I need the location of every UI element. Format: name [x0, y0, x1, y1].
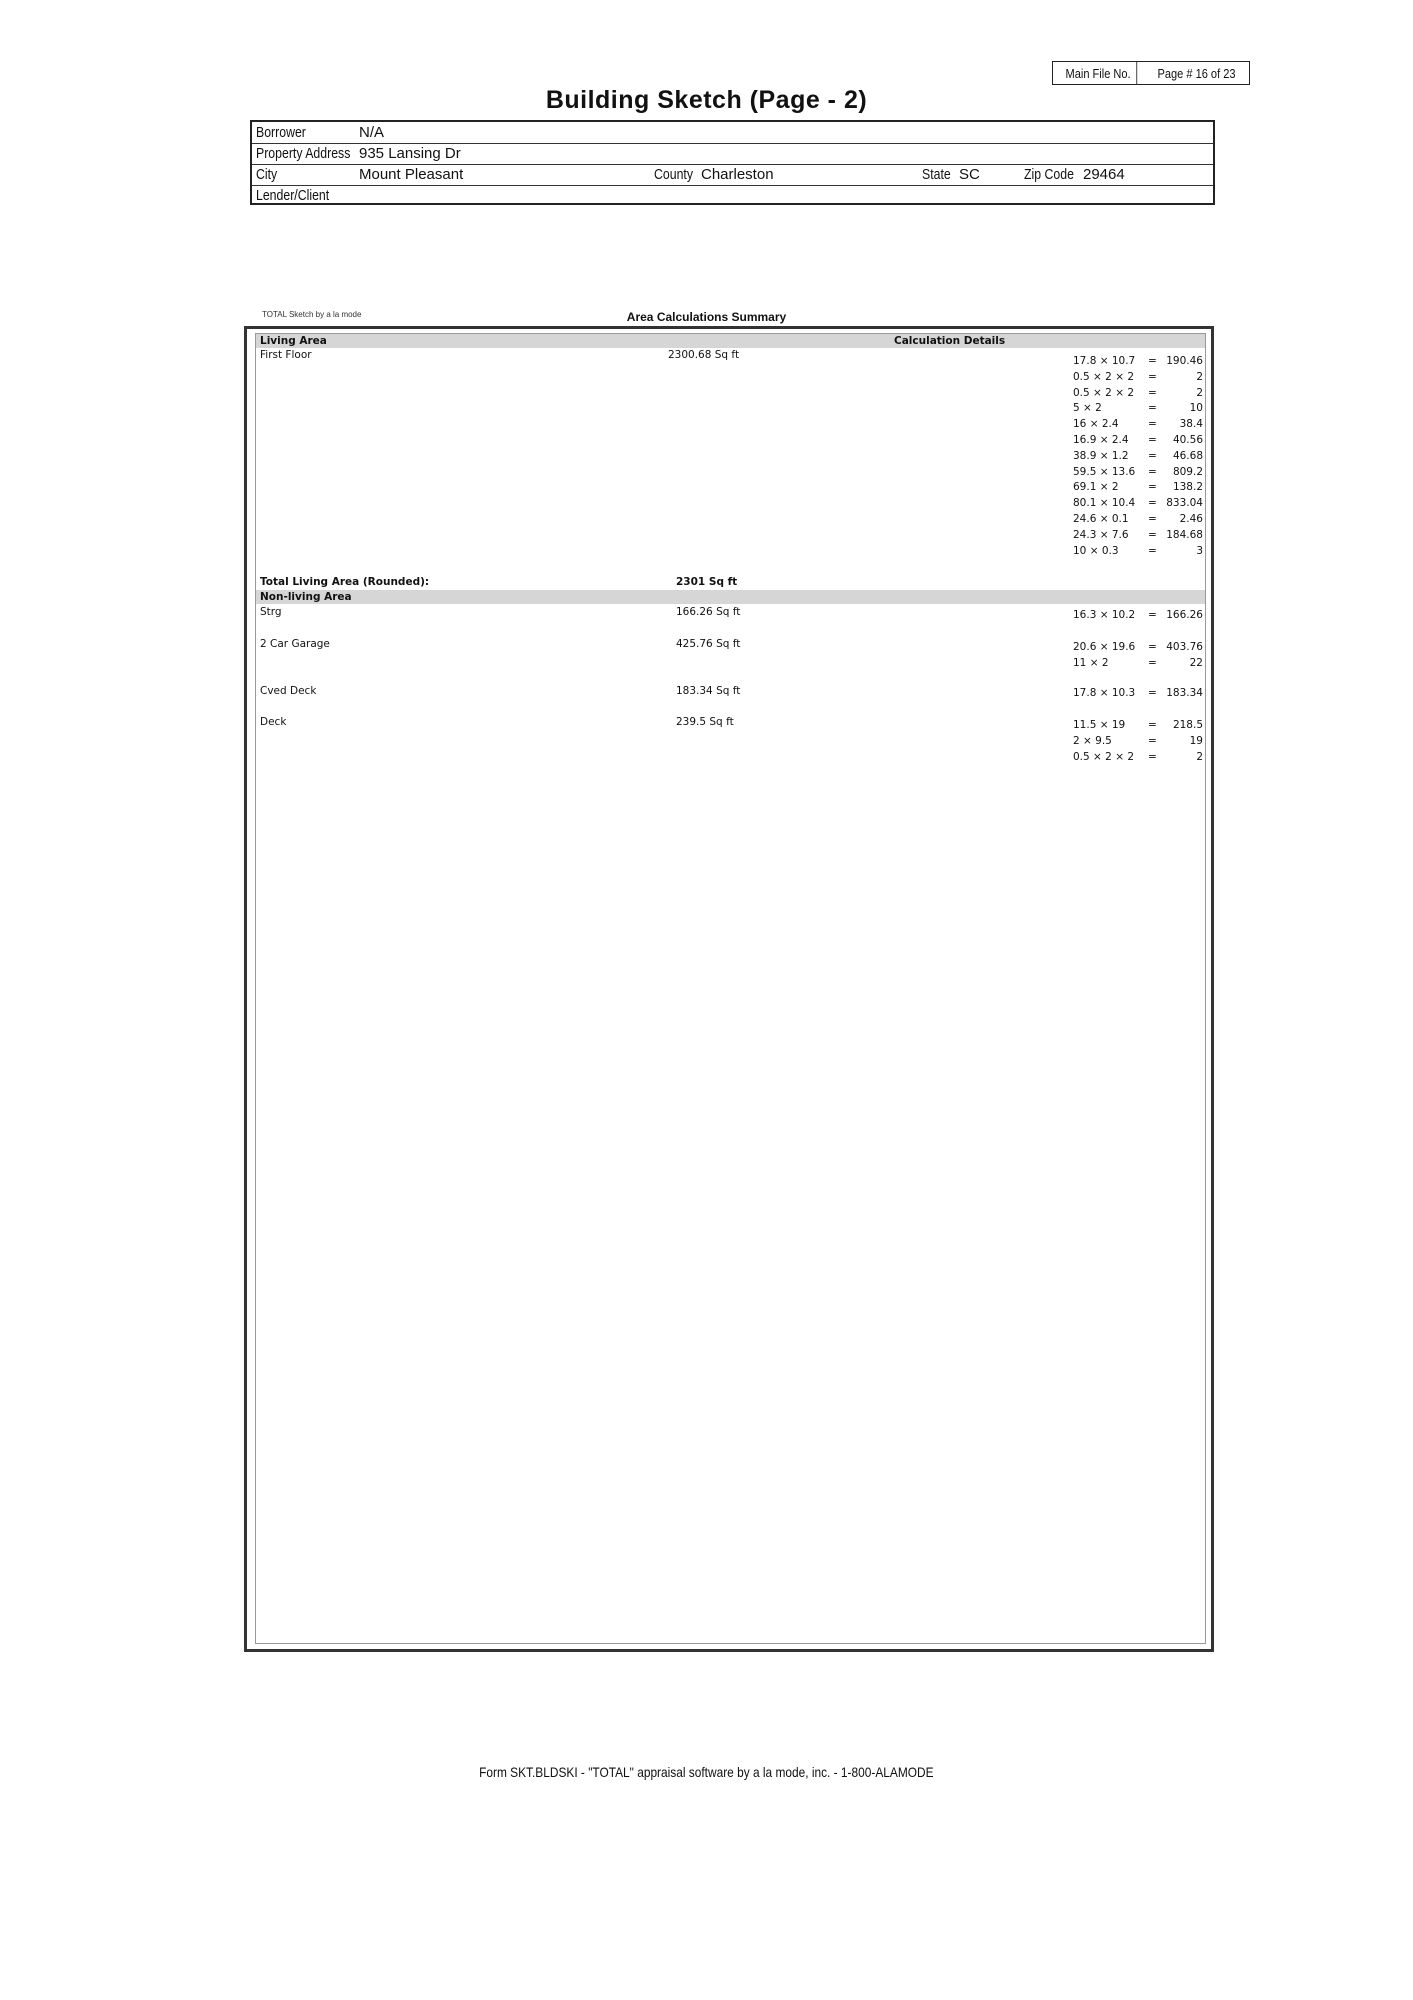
calc-line [1073, 657, 1203, 673]
calc-equals: = [1148, 386, 1157, 399]
calc-equals: = [1148, 719, 1157, 731]
covered-deck-calculations [1073, 687, 1203, 703]
county-label: County [654, 166, 693, 183]
calc-equals: = [1148, 641, 1157, 653]
calc-equals: = [1148, 750, 1157, 763]
strg-area: 166.26 Sq ft [676, 606, 741, 618]
first-floor-label: First Floor [260, 349, 312, 361]
calc-result: 40.56 [1172, 433, 1203, 446]
calc-result: 2 [1196, 386, 1203, 399]
calc-line [1073, 641, 1203, 657]
form-footer [0, 1764, 1413, 1780]
lender-label: Lender/Client [256, 187, 330, 204]
borrower-value: N/A [359, 124, 385, 141]
main-file-label: Main File No. [1060, 62, 1137, 84]
county-value: Charleston [701, 166, 774, 183]
calc-result: 2 [1196, 750, 1203, 763]
living-area-header [256, 334, 1205, 348]
calc-line [1073, 481, 1203, 497]
first-floor-area: 2300.68 Sq ft [668, 349, 740, 361]
deck-area: 239.5 Sq ft [676, 716, 734, 728]
garage-calculations [1073, 641, 1203, 673]
calc-result: 183.34 [1166, 687, 1203, 699]
borrower-label: Borrower [256, 124, 306, 141]
address-row [252, 143, 1213, 165]
calc-result: 403.76 [1166, 641, 1203, 653]
calc-line [1073, 545, 1203, 561]
calc-expression: 59.5 × 13.6 [1073, 465, 1136, 478]
calc-line [1073, 434, 1203, 450]
living-area-label: Living Area [260, 335, 327, 347]
area-summary-frame [244, 326, 1214, 1652]
calc-line [1073, 719, 1203, 735]
calc-expression: 11.5 × 19 [1073, 719, 1126, 731]
calc-line [1073, 402, 1203, 418]
calc-line [1073, 450, 1203, 466]
non-living-area-header [256, 590, 1205, 604]
address-label: Property Address [256, 145, 351, 162]
calc-result: 2 [1196, 370, 1203, 383]
calc-result: 138.2 [1172, 481, 1203, 494]
property-info-box [250, 120, 1215, 205]
calc-expression: 16.3 × 10.2 [1073, 609, 1136, 621]
deck-calculations [1073, 719, 1203, 766]
calc-expression: 0.5 × 2 × 2 [1073, 370, 1135, 383]
lender-row [252, 185, 1213, 206]
total-living-area-label: Total Living Area (Rounded): [260, 576, 430, 588]
state-label: State [922, 166, 951, 183]
calc-expression: 17.8 × 10.7 [1073, 355, 1136, 367]
calc-result: 218.5 [1172, 719, 1203, 731]
calc-equals: = [1148, 656, 1157, 669]
calc-expression: 24.3 × 7.6 [1073, 528, 1129, 541]
sketch-credit: TOTAL Sketch by a la mode [262, 310, 362, 319]
page-number: Page # 16 of 23 [1157, 65, 1236, 81]
calc-equals: = [1148, 370, 1157, 383]
calc-equals: = [1148, 528, 1157, 541]
calc-expression: 5 × 2 [1073, 402, 1102, 415]
main-file-box [1052, 61, 1250, 85]
non-living-area-label: Non-living Area [260, 591, 352, 603]
calc-line [1073, 529, 1203, 545]
calc-equals: = [1148, 609, 1157, 621]
calc-expression: 0.5 × 2 × 2 [1073, 750, 1135, 763]
calc-expression: 24.6 × 0.1 [1073, 512, 1129, 525]
calc-equals: = [1148, 465, 1157, 478]
strg-calculations [1073, 609, 1203, 625]
covered-deck-label: Cved Deck [260, 685, 317, 697]
calc-expression: 17.8 × 10.3 [1073, 687, 1136, 699]
state-value: SC [959, 166, 980, 183]
calc-expression: 0.5 × 2 × 2 [1073, 386, 1135, 399]
city-label: City [256, 166, 278, 183]
calc-line [1073, 735, 1203, 751]
strg-label: Strg [260, 606, 282, 618]
calc-line [1073, 513, 1203, 529]
zip-value: 29464 [1083, 166, 1125, 183]
calc-equals: = [1148, 418, 1157, 431]
calc-equals: = [1148, 512, 1157, 525]
calc-result: 38.4 [1179, 418, 1203, 431]
page-title: Building Sketch (Page - 2) [545, 86, 868, 114]
calc-expression: 20.6 × 19.6 [1073, 641, 1136, 653]
garage-area: 425.76 Sq ft [676, 638, 741, 650]
calc-expression: 16 × 2.4 [1073, 418, 1119, 431]
calc-result: 809.2 [1172, 465, 1203, 478]
calc-equals: = [1148, 497, 1157, 510]
calc-expression: 11 × 2 [1073, 656, 1109, 669]
borrower-row [252, 122, 1213, 144]
zip-label: Zip Code [1024, 166, 1074, 183]
calc-line [1073, 466, 1203, 482]
calc-result: 184.68 [1166, 528, 1203, 541]
calc-equals: = [1148, 544, 1157, 557]
calc-equals: = [1148, 449, 1157, 462]
calc-expression: 80.1 × 10.4 [1073, 497, 1136, 510]
garage-label: 2 Car Garage [260, 638, 330, 650]
calc-line [1073, 609, 1203, 625]
calc-expression: 10 × 0.3 [1073, 544, 1119, 557]
area-summary-table [255, 333, 1206, 1644]
calc-equals: = [1148, 355, 1157, 367]
calc-expression: 38.9 × 1.2 [1073, 449, 1129, 462]
calc-result: 10 [1189, 402, 1203, 415]
deck-label: Deck [260, 716, 287, 728]
calc-expression: 16.9 × 2.4 [1073, 433, 1129, 446]
calc-line [1073, 387, 1203, 403]
calc-equals: = [1148, 433, 1157, 446]
first-floor-calculations [1073, 355, 1203, 560]
calc-line [1073, 687, 1203, 703]
calc-result: 2.46 [1179, 512, 1203, 525]
calc-equals: = [1148, 734, 1157, 747]
calc-result: 833.04 [1166, 497, 1203, 510]
footer-text: Form SKT.BLDSKI - "TOTAL" appraisal software by a la mode, inc. - 1-800-ALAMODE [479, 1764, 934, 1780]
calc-line [1073, 355, 1203, 371]
calc-line [1073, 371, 1203, 387]
calc-equals: = [1148, 402, 1157, 415]
calc-result: 22 [1189, 656, 1203, 669]
calc-line [1073, 497, 1203, 513]
calc-line [1073, 418, 1203, 434]
calc-equals: = [1148, 481, 1157, 494]
city-value: Mount Pleasant [359, 166, 464, 183]
calc-result: 46.68 [1172, 449, 1203, 462]
calc-expression: 2 × 9.5 [1073, 734, 1112, 747]
covered-deck-area: 183.34 Sq ft [676, 685, 741, 697]
calc-result: 19 [1189, 734, 1203, 747]
calc-result: 166.26 [1166, 609, 1203, 621]
total-living-area-value: 2301 Sq ft [676, 576, 738, 588]
city-row [252, 164, 1213, 186]
area-calculations-title: Area Calculations Summary [626, 310, 787, 324]
calc-line [1073, 751, 1203, 767]
calc-equals: = [1148, 687, 1157, 699]
calc-result: 190.46 [1166, 355, 1203, 367]
calc-expression: 69.1 × 2 [1073, 481, 1119, 494]
address-value: 935 Lansing Dr [359, 145, 461, 162]
calculation-details-label: Calculation Details [894, 335, 1006, 347]
calc-result: 3 [1196, 544, 1203, 557]
